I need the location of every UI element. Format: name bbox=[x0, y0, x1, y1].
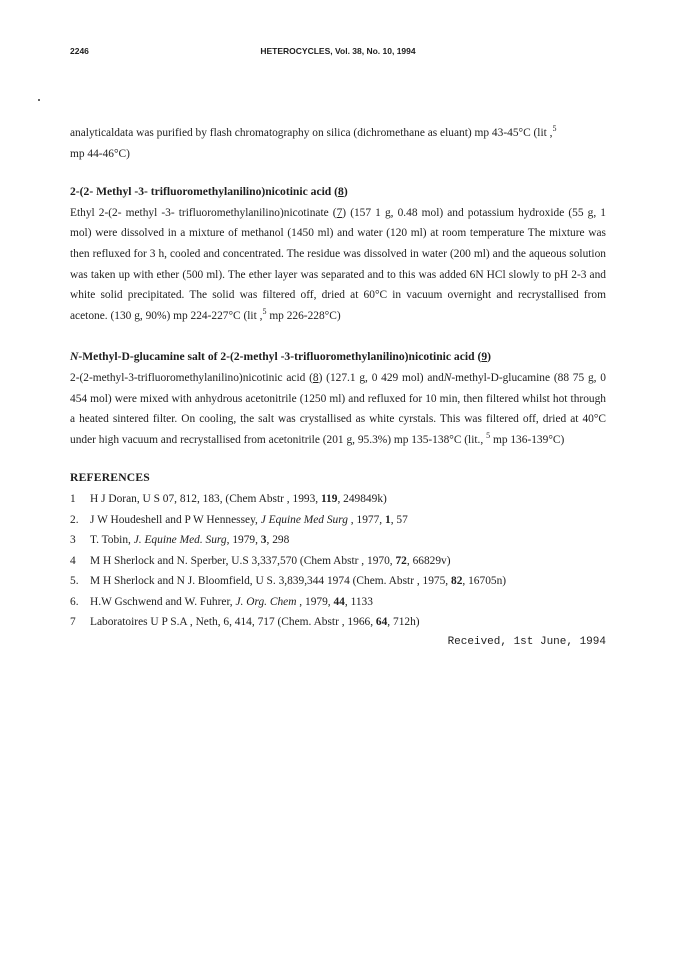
reference-item: 3 T. Tobin, J. Equine Med. Surg, 1979, 3, 298 bbox=[70, 534, 290, 547]
page-number: 2246 bbox=[70, 46, 89, 56]
references-list bbox=[70, 489, 606, 633]
article-body bbox=[70, 123, 606, 633]
reference-item: 2. J W Houdeshell and P W Hennessey, J Equine Med Surg , 1977, 1, 57 bbox=[70, 513, 408, 526]
stray-mark bbox=[38, 99, 40, 101]
reference-item: 5. M H Sherlock and N J. Bloomfield, U S. 3,839,344 1974 (Chem. Abstr , 1975, 82, 16705n) bbox=[70, 575, 507, 588]
section-body-compound-9: 2-(2-methyl-3-trifluoromethylanilino)nicotinic acid (8) (127.1 g, 0 429 mol) andN-methyl-D-glucamine (88 75 g, 0 454 mol) were mixed with anhydrous acetonitrile (1250 ml) and refluxed for 10 min, then filtered whilst hot through a heated sintered filter. On cooling, the salt was crystallised as white cyrstals. This was filtered off, dried at 40°C under high vacuum and recrystallised from acetonitrile (201 g, 95.3%) mp 135-138°C (lit., $^5$ mp 136-139°C) bbox=[70, 371, 606, 446]
page-header bbox=[70, 46, 606, 60]
journal-running-head: HETEROCYCLES, Vol. 38, No. 10, 1994 bbox=[260, 46, 416, 56]
received-date: Received, 1st June, 1994 bbox=[447, 636, 606, 648]
reference-item: 1 H J Doran, U S 07, 812, 183, (Chem Abstr , 1993, 119, 249849k) bbox=[70, 492, 387, 505]
section-heading-compound-9: N-Methyl-D-glucamine salt of 2-(2-methyl -3-trifluoromethylanilino)nicotinic acid (9) bbox=[70, 350, 491, 364]
reference-item: 4 M H Sherlock and N. Sperber, U.S 3,337,570 (Chem Abstr , 1970, 72, 66829v) bbox=[70, 554, 451, 567]
reference-item: 6. H.W Gschwend and W. Fuhrer, J. Org. Chem , 1979, 44, 1133 bbox=[70, 595, 373, 608]
continued-paragraph: analyticaldata was purified by flash chromatography on silica (dichromethane as eluant) mp 43-45°C (lit ,$^5$ mp 44-46°C) bbox=[70, 124, 557, 160]
references-title: REFERENCES bbox=[70, 471, 150, 485]
reference-item: 7 Laboratoires U P S.A , Neth, 6, 414, 717 (Chem. Abstr , 1966, 64, 712h) bbox=[70, 616, 420, 629]
section-heading-compound-8: 2-(2- Methyl -3- trifluoromethylanilino)nicotinic acid (8) bbox=[70, 185, 348, 199]
section-body-compound-8: Ethyl 2-(2- methyl -3- trifluoromethylanilino)nicotinate (7) (157 1 g, 0.48 mol) and potassium hydroxide (55 g, 1 mol) were dissolved in a mixture of methanol (1450 ml) and water (120 ml) at room temperature The mixture was then refluxed for 3 h, cooled and concentrated. The residue was dissolved in water (200 ml) and the aqueous solution was taken up with ether (500 ml). The ether layer was separated and to this was added 6N HCl slowly to pH 2-3 and white solid precipitated. The solid was filtered off, dried at 60°C in vacuum overnight and recrystallised from acetone. (130 g, 90%) mp 224-227°C (lit ,$^5$ mp 226-228°C) bbox=[70, 206, 606, 322]
